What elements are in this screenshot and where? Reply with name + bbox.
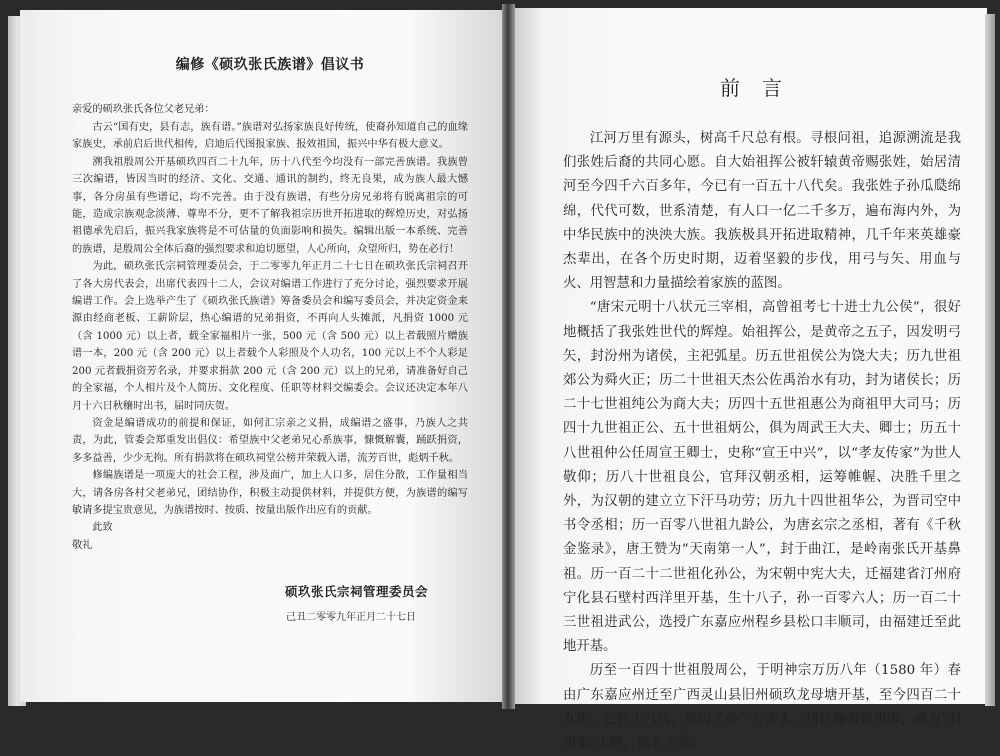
right-page-edge <box>985 14 995 706</box>
left-page <box>20 10 502 702</box>
proposal-paragraph-5: 修编族谱是一项庞大的社会工程，涉及面广，加上人口多，居住分散，工作量相当大，请各房各村父老弟兄，团结协作，积极主动提供材料，并提供方便，为族谱的编写敏请多提宝贵意见，为族谱按时、按质、按量出版作出应有的贡献。 <box>72 470 468 516</box>
preface-paragraph-1: 江河万里有源头，树高千尺总有根。寻根问祖，追源溯流是我们张姓后裔的共同心愿。自大始祖挥公被轩辕黄帝赐张姓，始居清河至今四千六百多年，今已有一百五十八代矣。我张姓子孙瓜瓞绵绵，代代可数，世系清楚，有人口一亿二千多万，遍布海内外，为中华民族中的泱泱大族。我族极具开拓进取精神，几千年来英雄豪杰辈出，在各个历史时期，迈着坚毅的步伐，用弓与矢、用血与火、用智慧和力量描绘着家族的蓝图。 <box>563 131 961 292</box>
proposal-paragraph-4: 资金是编谱成功的前提和保证，如何汇宗亲之义捐，成编谱之盛事，乃族人之共责，为此，管委会郑重发出倡仪：希望族中父老弟兄心系族事，慷慨解囊，踊跃捐资，多多益善，少少无拘。所有捐款将在硕玖祠堂公榜并荣载入谱，流芳百世，彪炳千秋。 <box>72 417 468 464</box>
proposal-paragraph-3: 为此，硕玖张氏宗祠管理委员会，于二零零九年正月二十七日在硕玖张氏宗祠召开了各大房代表会，出席代表四十二人，会议对编谱工作进行了充分讨论，强烈要求开展编谱工作。会上选举产生了《硕玖张氏族谱》筹备委员会和编写委员会，并决定资金来源由经商老板、工薪阶层，热心编谱的兄弟捐资，不再向人头摊派，凡捐资 1000 元（含 1000 元）以上者，载全家福相片一张，500 元（含 500 元）以上者载照片赠族谱一本，200 元（含 200 元）以上者载个人彩照及个人功名，100 元以上不个人彩足 200 元者载捐资芳名录，并要求捐款 200 元（含 200 元）以上的兄弟，请准备好自己的全家福，个人相片及个人简历、文化程度、任职等材料交编委会。会议还决定本年八月十六日秋穰时出书，届时同庆贺。 <box>72 261 468 412</box>
signature: 硕玖张氏宗祠管理委员会 <box>284 584 428 600</box>
preface-paragraph-2: “唐宋元明十八状元三宰相，高曾祖考七十进士九公侯”，很好地概括了我张姓世代的辉煌。始祖挥公，是黄帝之五子，因发明弓矢，封汾州为诸侯，主祀弧星。历五世祖侯公为饶大夫；历九世祖郊公为舜火正；历二十世祖天杰公佐禹治水有功，封为诸侯长；历二十七世祖纯公为商大夫；历四十五世祖惠公为商祖甲大司马；历四十九世祖正公、五十世祖炳公，俱为周武王大夫、卿士；历五十八世祖仲公任周宣王卿士，史称“宣王中兴”，以“孝友传家”为世人敬仰；历八十世祖良公，官拜汉朝丞相，运筹帷幄、决胜千里之外，为汉朝的建立立下汗马功劳；历九十四世祖华公，为晋司空中书令丞相；历一百零八世祖九龄公，为唐玄宗之丞相，著有《千秋金鉴录》，唐王赞为“天南第一人”，封于曲江，是岭南张氏开基鼻祖。历一百二十二世祖化孙公，为宋朝中宪大夫，迁福建省汀州府宁化县石壁村西洋里开基，生十八子，孙一百零六人；历一百二十三世祖进武公，选授广东嘉应州程乡县松口丰顺司，由福建迁至此地开基。 <box>563 300 961 655</box>
right-page <box>515 8 987 752</box>
closing-salute: 敬礼 <box>72 539 93 551</box>
closing-regards: 此致 <box>92 522 113 534</box>
preface-title: 前言 <box>720 76 804 100</box>
preface-paragraph-3: 历至一百四十世祖殷周公，于明神宗万历八年（1580 年）春由广东嘉应州迁至广西灵山县旧州硕玖龙母塘开基，至今四百二十九年，已传十八代，繁衍子孙二万多人，居住遍布钦州市，成为“旧州张”大姓，扬名于世。 <box>563 663 961 752</box>
signature-date: 己丑二零零九年正月二十七日 <box>286 612 416 624</box>
proposal-title: 编修《硕玖张氏族谱》倡议书 <box>175 57 365 73</box>
book-spine <box>502 4 515 709</box>
proposal-paragraph-2: 溯我祖殷周公开基硕玖四百二十九年，历十八代至今均没有一部完善族谱。我族曾三次编谱，皆因当时的经济、文化、交通、通讯的制约，终无良果，成为族人最大憾事，各分房虽有些谱记，均不完善。由于没有族谱，有些分房兄弟将有脱离祖宗的可能，造成宗族观念淡薄、尊卑不分，更不了解我祖宗历世开拓进取的辉煌历史，对弘扬祖德承先启后，振兴我家族将是不可估量的负面影响和损失。编辑出版一本系统、完善的族谱，是殷周公全体后裔的强烈要求和迫切愿望，人心所向，众望所归，势在必行！ <box>72 156 468 255</box>
proposal-paragraph-1: 古云“国有史，县有志，族有谱。”族谱对弘扬家族良好传统，使裔孙知道自己的血缘家族史，承前启后世代相传，启迪后代图报家族、报效祖国，振兴中华有极大意义。 <box>72 122 468 151</box>
salutation: 亲爱的硕玖张氏各位父老兄弟： <box>72 104 215 115</box>
